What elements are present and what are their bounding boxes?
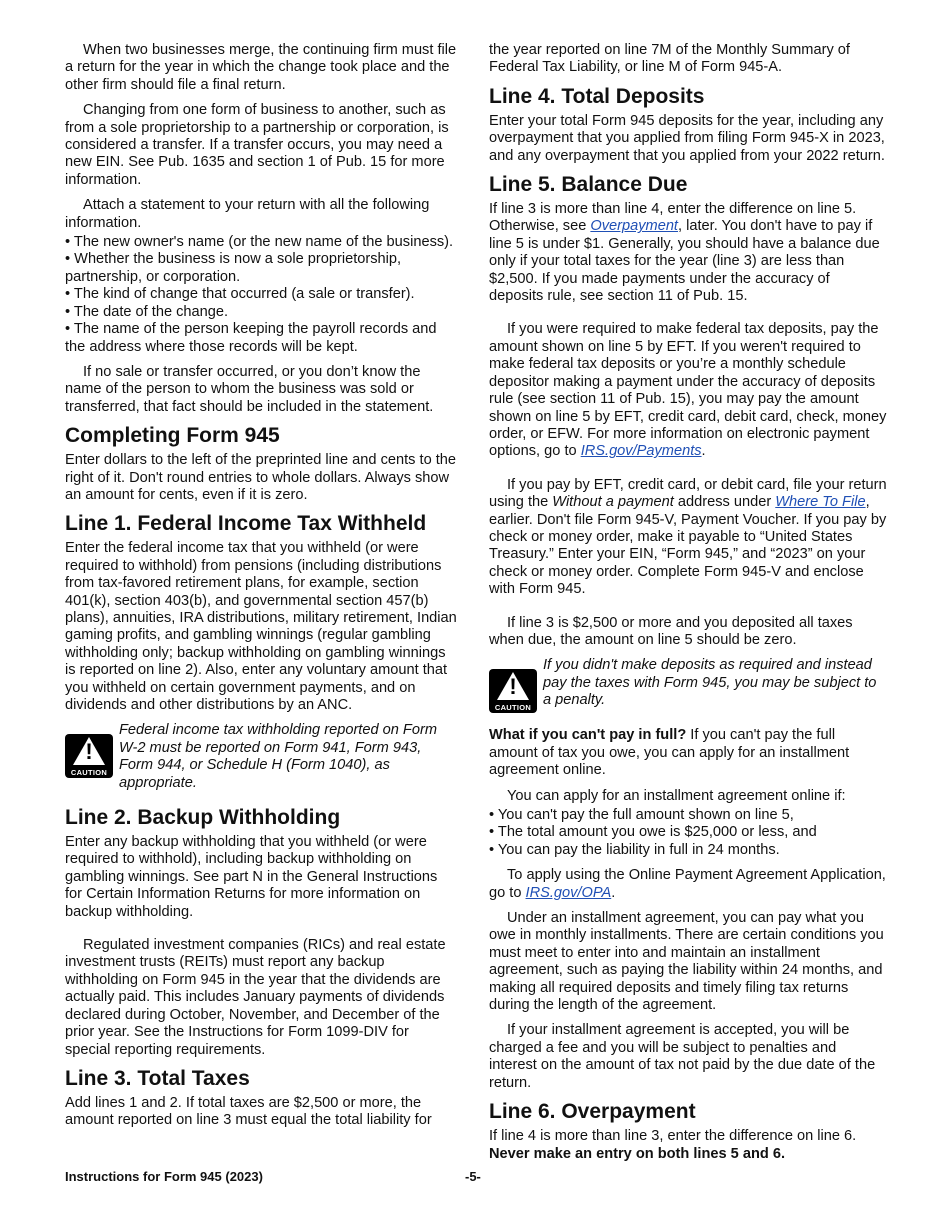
paragraph xyxy=(65,102,457,189)
text-run: . xyxy=(701,443,706,460)
bullet-item xyxy=(65,286,457,303)
text-run: What if you can't pay in full? xyxy=(489,727,687,744)
text-run: Attach a statement to your return with all the following information. xyxy=(65,197,430,231)
text-run: • The date of the change. xyxy=(65,303,229,320)
text-run: Enter dollars to the left of the preprinted line and cents to the right of it. Don't round entries to whole dollars. Always show an amount for cents, even if it is zero. xyxy=(65,452,457,503)
text-run: If line 3 is more than line 4, enter the difference on line 5. Otherwise, see xyxy=(489,201,857,235)
paragraph xyxy=(489,788,887,805)
paragraph xyxy=(65,937,457,1059)
bullet-item xyxy=(65,321,457,356)
text-run: Regulated investment companies (RICs) and real estate investment trusts (REITs) must report any backup withholding on Form 945 in the year that the dividends are actually paid. This includes January payments of dividends declared during October, November, and December of the prior year. See the Instructions for Form 1099-DIV for special reporting requirements. xyxy=(65,937,446,1058)
text-run: Enter any backup withholding that you withheld (or were required to withhold), including backup withholding on gambling winnings. See part N in the General Instructions for Certain Information Returns for more information on backup withholding. xyxy=(65,834,438,920)
paragraph xyxy=(489,910,887,1014)
text-run: , later. You don't have to pay if line 5 is under $1. Generally, you should have a balance due only if your total taxes for the year (line 3) are less than $2,500. If you made payments under the accuracy of deposits rule, see section 11 of Pub. 15. xyxy=(489,218,880,305)
bullet-item xyxy=(65,251,457,286)
link-irs-gov-payments[interactable]: IRS.gov/Payments xyxy=(580,443,702,460)
paragraph xyxy=(65,364,457,416)
text-run: If line 3 is $2,500 or more and you deposited all taxes when due, the amount on line 5 should be zero. xyxy=(489,614,853,648)
caution-note xyxy=(489,657,887,713)
paragraph xyxy=(489,867,887,902)
section-heading: Line 5. Balance Due xyxy=(489,173,688,197)
text-run: If your installment agreement is accepted, you will be charged a fee and you will be subject to penalties and interest on the amount of tax not paid by the due date of the return. xyxy=(489,1022,876,1091)
paragraph xyxy=(65,197,457,232)
section-heading: Line 6. Overpayment xyxy=(489,1100,696,1124)
paragraph xyxy=(65,834,457,921)
paragraph xyxy=(489,1022,887,1092)
section-heading: Line 1. Federal Income Tax Withheld xyxy=(65,512,427,536)
paragraph xyxy=(489,321,887,460)
paragraph xyxy=(489,477,887,599)
section-heading: Line 2. Backup Withholding xyxy=(65,806,341,830)
bullet-item xyxy=(65,304,457,321)
text-run: Without a payment xyxy=(552,494,674,511)
link-where-to-file[interactable]: Where To File xyxy=(775,494,866,511)
text-run: • Whether the business is now a sole proprietorship, partnership, or corporation. xyxy=(65,251,402,285)
bullet-item xyxy=(489,824,887,841)
caution-note xyxy=(65,722,457,792)
section-heading: Completing Form 945 xyxy=(65,424,280,448)
caution-icon: ! CAUTION xyxy=(65,734,113,778)
text-run: If line 4 is more than line 3, enter the difference on line 6. xyxy=(489,1128,857,1145)
caution-label: CAUTION xyxy=(494,703,532,713)
text-run: If you didn't make deposits as required and instead pay the taxes with Form 945, you may be subject to a penalty. xyxy=(543,657,877,709)
text-run: To apply using the Online Payment Agreement Application, go to xyxy=(489,867,886,901)
page-number: -5- xyxy=(465,1169,481,1184)
section-heading: Line 4. Total Deposits xyxy=(489,84,705,108)
text-run: If you were required to make federal tax deposits, pay the amount shown on line 5 by EFT. If you weren't required to make federal tax deposits or you’re a monthly schedule depositor making a payment under the accuracy of deposits rule (see section 11 of Pub. 15), you may pay the amount shown on line 5 by EFT, credit card, debit card, check, money order, or EFW. For more information on electronic payment options, go to xyxy=(489,321,887,460)
paragraph xyxy=(65,42,457,94)
paragraph xyxy=(489,727,887,779)
text-run: • The new owner's name (or the new name of the business). xyxy=(65,234,454,251)
text-run: . xyxy=(611,884,616,901)
text-run: • The total amount you owe is $25,000 or less, and xyxy=(489,824,817,841)
paragraph xyxy=(489,201,887,305)
paragraph xyxy=(65,540,457,714)
right-column xyxy=(489,42,887,1171)
paragraph xyxy=(65,1095,457,1130)
text-run: Enter your total Form 945 deposits for the year, including any overpayment that you applied from filing Form 945-X in 2023, and any overpayment that you applied from your 2022 return. xyxy=(489,112,885,164)
text-run: Add lines 1 and 2. If total taxes are $2,500 or more, the amount reported on line 3 must equal the total liability for xyxy=(65,1094,432,1129)
bullet-item xyxy=(489,807,887,824)
link-overpayment[interactable]: Overpayment xyxy=(590,218,678,235)
footer-title: Instructions for Form 945 (2023) xyxy=(65,1169,263,1184)
bullet-item xyxy=(489,842,887,859)
text-run: If you pay by EFT, credit card, or debit card, file your return using the xyxy=(489,476,887,511)
text-run: If you can't pay the full amount of tax you owe, you can apply for an installment agreement online. xyxy=(489,727,850,779)
page-footer xyxy=(65,1168,887,1185)
paragraph xyxy=(489,42,887,77)
caution-label: CAUTION xyxy=(70,768,108,778)
link-irs-gov-opa[interactable]: IRS.gov/OPA xyxy=(525,884,612,901)
text-run: When two businesses merge, the continuing firm must file a return for the year in which the change took place and the other firm should file a final return. xyxy=(65,42,457,93)
text-run: , earlier. Don't file Form 945-V, Payment Voucher. If you pay by check or money order, make it payable to “United States Treasury.” Enter your EIN, “Form 945,” and “2023” on your check or money order. Complete Form 945-V and enclose with Form 945. xyxy=(489,494,887,598)
text-run: Under an installment agreement, you can pay what you owe in monthly installments. There are certain conditions you must meet to enter into and maintain an installment agreement, such as paying the liability within 24 months, and making all required deposits and timely filing tax returns during the length of the agreement. xyxy=(489,910,884,1014)
text-run: Never make an entry on both lines 5 and 6. xyxy=(489,1145,786,1162)
paragraph xyxy=(489,615,887,650)
text-run: the year reported on line 7M of the Monthly Summary of Federal Tax Liability, or line M of Form 945-A. xyxy=(489,42,850,76)
text-run: You can apply for an installment agreement online if: xyxy=(507,787,846,804)
text-run: Changing from one form of business to another, such as from a sole proprietorship to a partnership or corporation, is considered a transfer. If a transfer occurs, you may need a new EIN. See Pub. 1635 and section 1 of Pub. 15 for more information. xyxy=(65,102,449,188)
section-heading: Line 3. Total Taxes xyxy=(65,1066,250,1090)
text-run: • You can't pay the full amount shown on line 5, xyxy=(489,807,794,823)
paragraph xyxy=(65,452,457,504)
left-column xyxy=(65,42,457,1138)
text-run: address under xyxy=(673,494,776,511)
caution-icon: ! CAUTION xyxy=(489,669,537,713)
bullet-item xyxy=(65,234,457,251)
text-run: Enter the federal income tax that you withheld (or were required to withhold) from pensions (including distributions from tax-favored retirement plans, for example, section 401(k), section 403(b), and governmental section 457(b) plans), annuities, IRA distributions, military retirement, Indian gaming profits, and gambling winnings (regular gambling withholding only; backup withholding on gambling winnings is reported on line 2). Also, enter any voluntary amount that you withheld on certain government payments, and on dividends and other distributions by an ANC. xyxy=(65,540,457,713)
text-run: If no sale or transfer occurred, or you don’t know the name of the person to whom the business was sold or transferred, that fact should be included in the statement. xyxy=(65,363,434,415)
text-run: Federal income tax withholding reported on Form W-2 must be reported on Form 941, Form 943, Form 944, or Schedule H (Form 1040), as appropriate. xyxy=(119,722,437,791)
text-run: • The kind of change that occurred (a sale or transfer). xyxy=(65,286,415,303)
text-run: • The name of the person keeping the payroll records and the address where those records will be kept. xyxy=(65,321,437,355)
paragraph xyxy=(489,113,887,165)
paragraph xyxy=(489,1128,887,1163)
text-run: • You can pay the liability in full in 24 months. xyxy=(489,841,780,858)
